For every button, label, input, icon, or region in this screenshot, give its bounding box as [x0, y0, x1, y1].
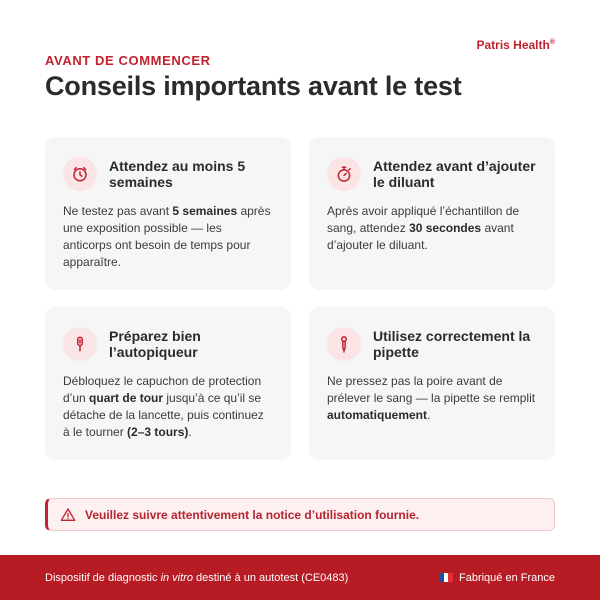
footer-disclaimer-prefix: Dispositif de diagnostic: [45, 571, 161, 584]
brand-name: Patris Health: [476, 38, 550, 52]
tip-card-body: Ne pressez pas la poire avant de prélever le sang — la pipette se remplit automatiquement.: [327, 374, 536, 422]
tip-card-body: Débloquez le capuchon de protection d’un quart de tour jusqu’à ce qu’il se détache de la lancette, puis continuez à le tourner (2–3 tours).: [63, 374, 264, 439]
tip-card-body: Ne testez pas avant 5 semaines après une exposition possible — les anticorps ont besoin de temps pour apparaître.: [63, 204, 271, 269]
brand-registered-mark: ®: [549, 39, 555, 46]
brand-logo: [476, 38, 555, 52]
made-in-france: [439, 572, 555, 584]
lancet-icon: [63, 327, 97, 361]
footer-disclaimer-suffix: destiné à un autotest (CE0483): [192, 571, 349, 584]
footer-disclaimer: [45, 572, 348, 584]
tip-card-title: Attendez au moins 5 semaines: [109, 158, 246, 190]
footer-bar: [0, 555, 600, 600]
section-eyebrow: AVANT DE COMMENCER: [45, 53, 211, 68]
tip-card-pipette: [309, 307, 555, 460]
tip-card-body: Après avoir appliqué l’échantillon de sang, attendez 30 secondes avant d’ajouter le diluant.: [327, 204, 520, 252]
tip-card-lancet: [45, 307, 291, 460]
made-in-france-label: Fabriqué en France: [459, 571, 555, 584]
tip-card-wait-diluent: [309, 137, 555, 290]
tip-card-title: Préparez bien l’autopiqueur: [109, 328, 201, 360]
warning-triangle-icon: [60, 507, 76, 523]
footer-disclaimer-italic: in vitro: [160, 571, 193, 584]
stopwatch-icon: [327, 157, 361, 191]
pipette-icon: [327, 327, 361, 361]
tip-card-title: Attendez avant d’ajouter le diluant: [373, 158, 536, 190]
clock-icon: [63, 157, 97, 191]
tip-card-title: Utilisez correctement la pipette: [373, 328, 531, 360]
page-title: Conseils importants avant le test: [45, 71, 462, 101]
tip-card-wait-weeks: [45, 137, 291, 290]
warning-banner: [45, 498, 555, 531]
france-flag-icon: [439, 573, 453, 582]
warning-text: Veuillez suivre attentivement la notice d’utilisation fournie.: [85, 507, 420, 522]
